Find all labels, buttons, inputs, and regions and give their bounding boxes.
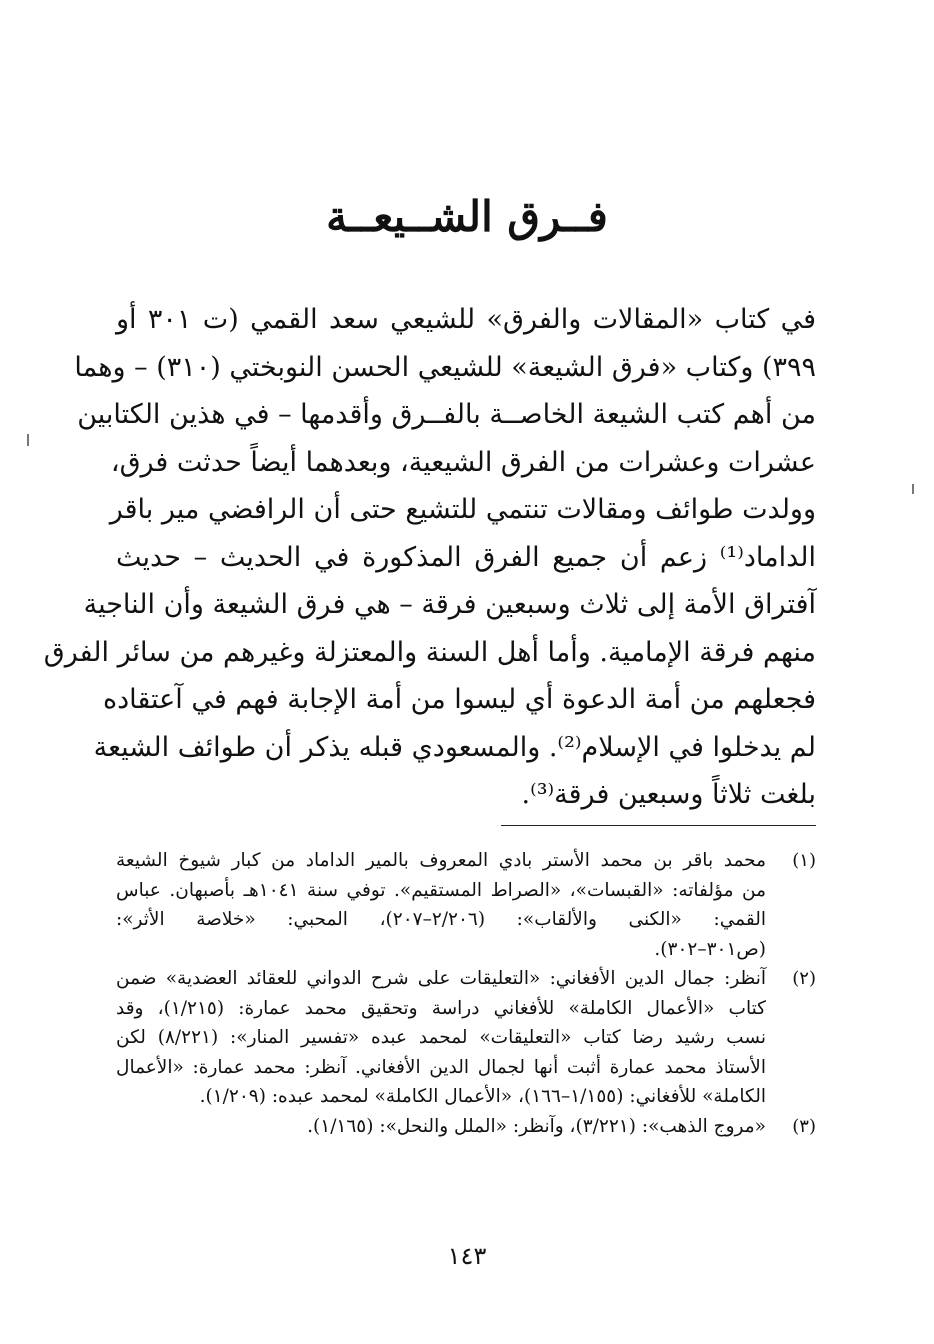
footnote-2 <box>116 964 816 1112</box>
footnotes <box>116 846 816 1141</box>
footnote-number: (٢) <box>792 968 816 989</box>
body-line: آفتراق الأمة إلى ثلاث وسبعين فرقة – هي فرق الشيعة وأن الناجية <box>83 589 816 620</box>
footnote-line: كتاب «الأعمال الكاملة» للأفغاني دراسة وتحقيق محمد عمارة: (١/٢١٥)، وقد <box>116 997 766 1019</box>
body-line: بلغت ثلاثاً وسبعين فرقة⁽³⁾. <box>521 779 816 810</box>
body-line: وولدت طوائف ومقالات تنتمي للتشيع حتى أن الرافضي مير باقر <box>109 494 816 525</box>
footnote-line: محمد باقر بن محمد الأستر بادي المعروف بالمير الداماد من كبار شيوخ الشيعة <box>116 850 766 871</box>
body-line: منهم فرقة الإمامية. وأما أهل السنة والمعتزلة وغيرهم من سائر الفرق <box>43 636 816 668</box>
body-text <box>43 296 816 819</box>
footnote-separator <box>501 825 816 826</box>
page-number: ١٤٣ <box>447 1242 487 1270</box>
footnote-1 <box>116 846 816 964</box>
footnote-line: الأستاذ محمد عمارة أثبت أنها لجمال الدين الأفغاني. آنظر: محمد عمارة: «الأعمال <box>116 1056 766 1078</box>
footnote-line: من مؤلفاته: «القبسات»، «الصراط المستقيم». توفي سنة ١٠٤١هـ بأصبهان. عباس <box>116 879 766 901</box>
scan-mark <box>27 434 29 446</box>
page-title: فــرق الشــيعــة <box>326 192 608 241</box>
body-line: لم يدخلوا في الإسلام⁽²⁾. والمسعودي قبله يذكر أن طوائف الشيعة <box>93 731 816 763</box>
body-line: في كتاب «المقالات والفرق» للشيعي سعد القمي (ت ٣٠١ أو <box>116 304 816 335</box>
body-line: فجعلهم من أمة الدعوة أي ليسوا من أمة الإجابة فهم في آعتقاده <box>102 684 816 715</box>
footnote-line: القمي: «الكنى والألقاب»: (٢/٢٠٦–٢٠٧)، المحبي: «خلاصة الأثر»: <box>116 909 766 930</box>
footnote-line: نسب رشيد رضا كتاب «التعليقات» لمحمد عبده «تفسير المنار»: (٨/٢٢١) لكن <box>116 1027 766 1048</box>
footnote-line: الكاملة» للأفغاني: (١/١٥٥–١٦٦)، «الأعمال الكاملة» لمحمد عبده: (١/٢٠٩). <box>199 1086 766 1107</box>
body-line: من أهم كتب الشيعة الخاصــة بالفــرق وأقدمها – في هذين الكتابين <box>77 399 816 430</box>
footnote-number: (١) <box>792 850 816 871</box>
footnote-number: (٣) <box>792 1115 816 1137</box>
footnote-line: (ص٣٠١–٣٠٢). <box>654 938 766 960</box>
body-line: ٣٩٩) وكتاب «فرق الشيعة» للشيعي الحسن النوبختي (٣١٠) – وهما <box>74 351 816 383</box>
footnote-line: آنظر: جمال الدين الأفغاني: «التعليقات على شرح الدواني للعقائد العضدية» ضمن <box>116 968 766 989</box>
footnote-line: «مروج الذهب»: (٣/٢٢١)، وآنظر: «الملل والنحل»: (١/١٦٥). <box>307 1115 766 1137</box>
footnote-3 <box>116 1112 816 1142</box>
body-line: عشرات وعشرات من الفرق الشيعية، وبعدهما أيضاً حدثت فرق، <box>110 446 816 478</box>
body-line: الداماد⁽¹⁾ زعم أن جميع الفرق المذكورة في الحديث – حديث <box>116 541 816 573</box>
scan-mark <box>912 484 914 494</box>
